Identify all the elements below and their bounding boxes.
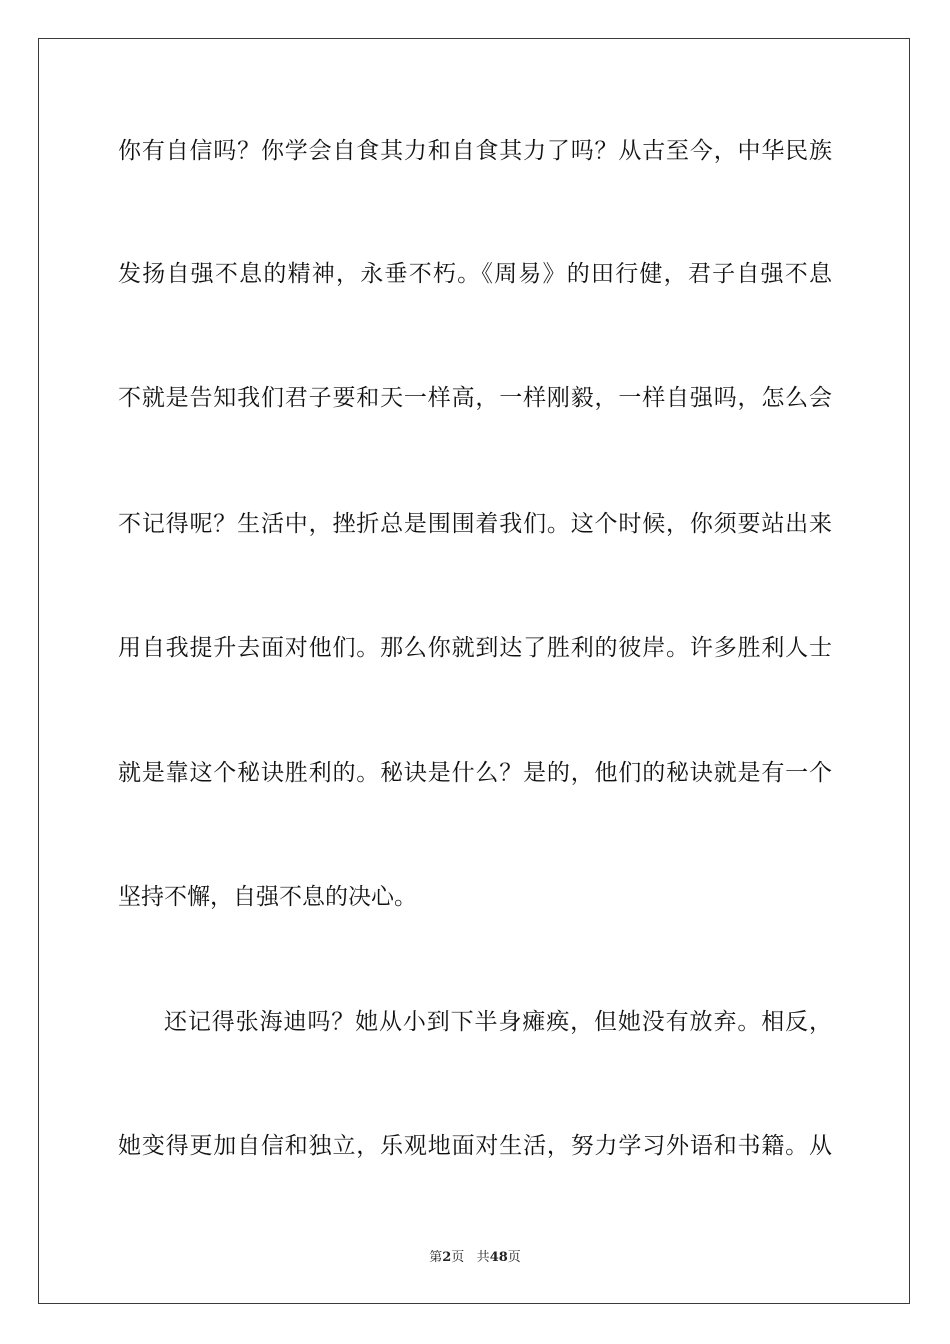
total-pages: 48 [489,1250,508,1265]
text-line: 不就是告知我们君子要和天一样高，一样刚毅，一样自强吗，怎么会 [118,385,832,411]
text-line: 发扬自强不息的精神，永垂不朽。《周易》的田行健，君子自强不息 [118,261,832,287]
page-number: 2 [442,1250,452,1265]
page-suffix: 页 [451,1250,465,1265]
total-prefix: 共 [476,1250,490,1265]
text-line: 她变得更加自信和独立，乐观地面对生活，努力学习外语和书籍。从 [118,1133,832,1159]
text-line: 还记得张海迪吗？她从小到下半身瘫痪，但她没有放弃。相反， [164,1009,832,1035]
text-line: 不记得呢？生活中，挫折总是围围着我们。这个时候，你须要站出来 [118,511,832,537]
total-suffix: 页 [507,1250,521,1265]
text-line: 用自我提升去面对他们。那么你就到达了胜利的彼岸。许多胜利人士 [118,635,832,661]
page-footer [0,1246,950,1265]
text-line: 你有自信吗？你学会自食其力和自食其力了吗？从古至今，中华民族 [118,138,832,164]
page-border [38,38,910,1304]
text-line: 坚持不懈，自强不息的决心。 [118,884,417,910]
text-line: 就是靠这个秘诀胜利的。秘诀是什么？是的，他们的秘诀就是有一个 [118,760,832,786]
page-prefix: 第 [429,1250,443,1265]
